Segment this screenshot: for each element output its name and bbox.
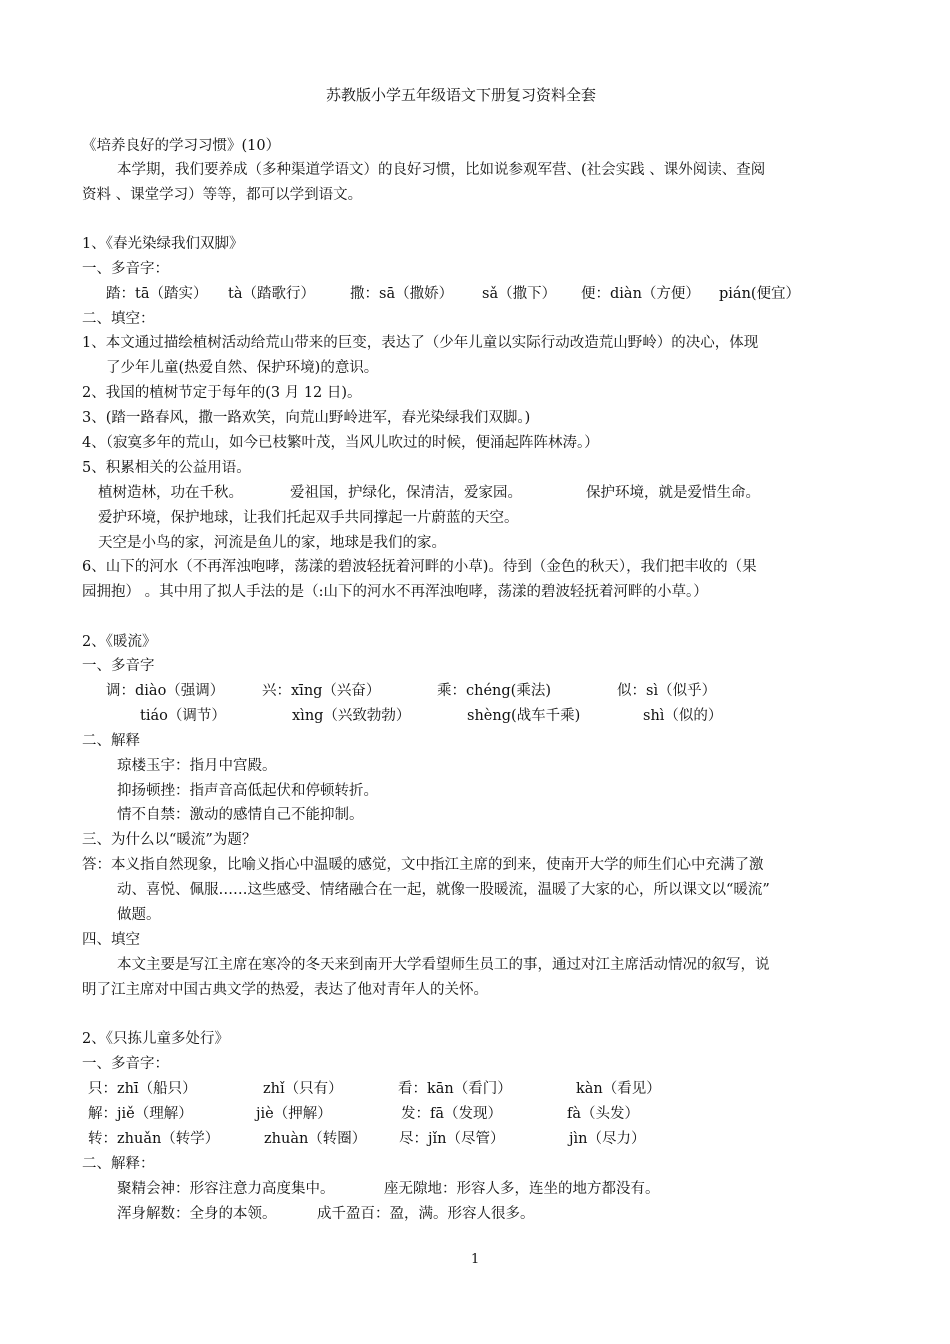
section-heading: 2、《暖流》 bbox=[82, 634, 157, 650]
polyphone-entry: 便：diàn（方便） bbox=[581, 286, 700, 302]
paragraph-line: 2、我国的植树节定于每年的(3 月 12 日)。 bbox=[82, 385, 362, 401]
slogan: 保护环境，就是爱惜生命。 bbox=[586, 485, 760, 501]
polyphone-entry: jiè（押解） bbox=[256, 1106, 332, 1122]
polyphone-entry: 解：jiě（理解） bbox=[88, 1106, 193, 1122]
paragraph-line: 动、喜悦、佩服……这些感受、情绪融合在一起，就像一股暖流，温暖了大家的心，所以课文以“暖流” bbox=[117, 882, 770, 898]
polyphone-entry: fà（头发） bbox=[567, 1106, 640, 1122]
polyphone-entry: 看：kān（看门） bbox=[398, 1081, 512, 1097]
paragraph-line: 本学期，我们要养成（多种渠道学语文）的良好习惯，比如说参观军营、(社会实践 、课外阅读、查阅 bbox=[117, 162, 766, 178]
subheading: 一、多音字： bbox=[82, 261, 169, 277]
polyphone-entry: tiáo（调节） bbox=[140, 708, 226, 724]
polyphone-entry: shì（似的） bbox=[643, 708, 723, 724]
polyphone-entry: 乘：chéng(乘法) bbox=[437, 683, 551, 699]
polyphone-entry: kàn（看见） bbox=[576, 1081, 661, 1097]
paragraph-line: 4、（寂寞多年的荒山，如今已枝繁叶茂，当风儿吹过的时候，便涌起阵阵林涛。） bbox=[82, 435, 599, 451]
slogan: 爱护环境，保护地球，让我们托起双手共同撑起一片蔚蓝的天空。 bbox=[98, 510, 519, 526]
paragraph-line: 5、积累相关的公益用语。 bbox=[82, 460, 251, 476]
paragraph-line: 1、本文通过描绘植树活动给荒山带来的巨变，表达了（少年儿童以实际行动改造荒山野岭）的决心，体现 bbox=[82, 335, 759, 351]
polyphone-entry: 撒：sā（撒娇） bbox=[350, 286, 454, 302]
explanation: 成千盈百：盈，满。形容人很多。 bbox=[317, 1206, 535, 1222]
polyphone-entry: 尽：jǐn（尽管） bbox=[399, 1131, 505, 1147]
polyphone-entry: shèng(战车千乘) bbox=[467, 708, 581, 724]
paragraph-line: 资料 、课堂学习）等等，都可以学到语文。 bbox=[82, 187, 363, 203]
paragraph-line: 6、山下的河水（不再浑浊咆哮，荡漾的碧波轻抚着河畔的小草)。待到（金色的秋天），我们把丰收的（果 bbox=[82, 559, 757, 575]
polyphone-entry: zhǐ（只有） bbox=[263, 1081, 343, 1097]
explanation: 聚精会神：形容注意力高度集中。 bbox=[117, 1181, 335, 1197]
paragraph-line: 明了江主席对中国古典文学的热爱，表达了他对青年人的关怀。 bbox=[82, 982, 488, 998]
polyphone-entry: 似：sì（似乎） bbox=[617, 683, 717, 699]
subheading: 一、多音字： bbox=[82, 1056, 169, 1072]
section-heading: 1、《春光染绿我们双脚》 bbox=[82, 236, 244, 252]
polyphone-entry: 踏：tā（踏实） bbox=[106, 286, 208, 302]
paragraph-line: 本文主要是写江主席在寒冷的冬天来到南开大学看望师生员工的事，通过对江主席活动情况的叙写，说 bbox=[117, 957, 770, 973]
subheading: 二、解释 bbox=[82, 733, 140, 749]
paragraph-line: 园拥抱） 。其中用了拟人手法的是（:山下的河水不再浑浊咆哮，荡漾的碧波轻抚着河畔的小草。） bbox=[82, 584, 708, 600]
section-heading: 2、《只拣儿童多处行》 bbox=[82, 1031, 229, 1047]
document-title: 苏教版小学五年级语文下册复习资料全套 bbox=[326, 86, 597, 104]
explanation: 座无隙地：形容人多，连坐的地方都没有。 bbox=[384, 1181, 660, 1197]
explanation: 浑身解数：全身的本领。 bbox=[117, 1206, 277, 1222]
polyphone-entry: 只：zhī（船只） bbox=[88, 1081, 197, 1097]
paragraph-line: 3、(踏一路春风，撒一路欢笑，向荒山野岭进军，春光染绿我们双脚。) bbox=[82, 410, 531, 426]
explanation: 抑扬顿挫：指声音高低起伏和停顿转折。 bbox=[117, 783, 378, 799]
subheading: 四、填空 bbox=[82, 932, 140, 948]
slogan: 天空是小鸟的家，河流是鱼儿的家，地球是我们的家。 bbox=[98, 535, 446, 551]
polyphone-entry: jìn（尽力） bbox=[569, 1131, 646, 1147]
slogan: 爱祖国，护绿化，保清洁，爱家园。 bbox=[290, 485, 522, 501]
paragraph-line: 答：本义指自然现象，比喻义指心中温暖的感觉，文中指江主席的到来，使南开大学的师生们心中充满了激 bbox=[82, 857, 764, 873]
polyphone-entry: sǎ（撒下） bbox=[482, 286, 557, 302]
subheading: 三、为什么以“暖流”为题？ bbox=[82, 832, 257, 848]
polyphone-entry: pián(便宜） bbox=[719, 286, 801, 302]
subheading: 二、填空： bbox=[82, 311, 155, 327]
page-number: 1 bbox=[471, 1252, 480, 1267]
paragraph-line: 做题。 bbox=[117, 907, 161, 923]
paragraph-line: 了少年儿童(热爱自然、保护环境)的意识。 bbox=[106, 360, 379, 376]
polyphone-entry: 兴：xīng（兴奋） bbox=[262, 683, 381, 699]
polyphone-entry: 转：zhuǎn（转学） bbox=[88, 1131, 220, 1147]
polyphone-entry: tà（踏歌行） bbox=[228, 286, 315, 302]
explanation: 琼楼玉宇：指月中宫殿。 bbox=[117, 758, 277, 774]
polyphone-entry: zhuàn（转圈） bbox=[264, 1131, 367, 1147]
slogan: 植树造林，功在千秋。 bbox=[98, 485, 243, 501]
polyphone-entry: xìng（兴致勃勃） bbox=[292, 708, 411, 724]
subheading: 一、多音字 bbox=[82, 658, 155, 674]
subheading: 二、解释： bbox=[82, 1156, 155, 1172]
explanation: 情不自禁：激动的感情自己不能抑制。 bbox=[117, 807, 364, 823]
polyphone-entry: 发：fā（发现） bbox=[401, 1106, 503, 1122]
polyphone-entry: 调：diào（强调） bbox=[106, 683, 225, 699]
section-heading: 《培养良好的学习习惯》(10） bbox=[82, 138, 281, 154]
